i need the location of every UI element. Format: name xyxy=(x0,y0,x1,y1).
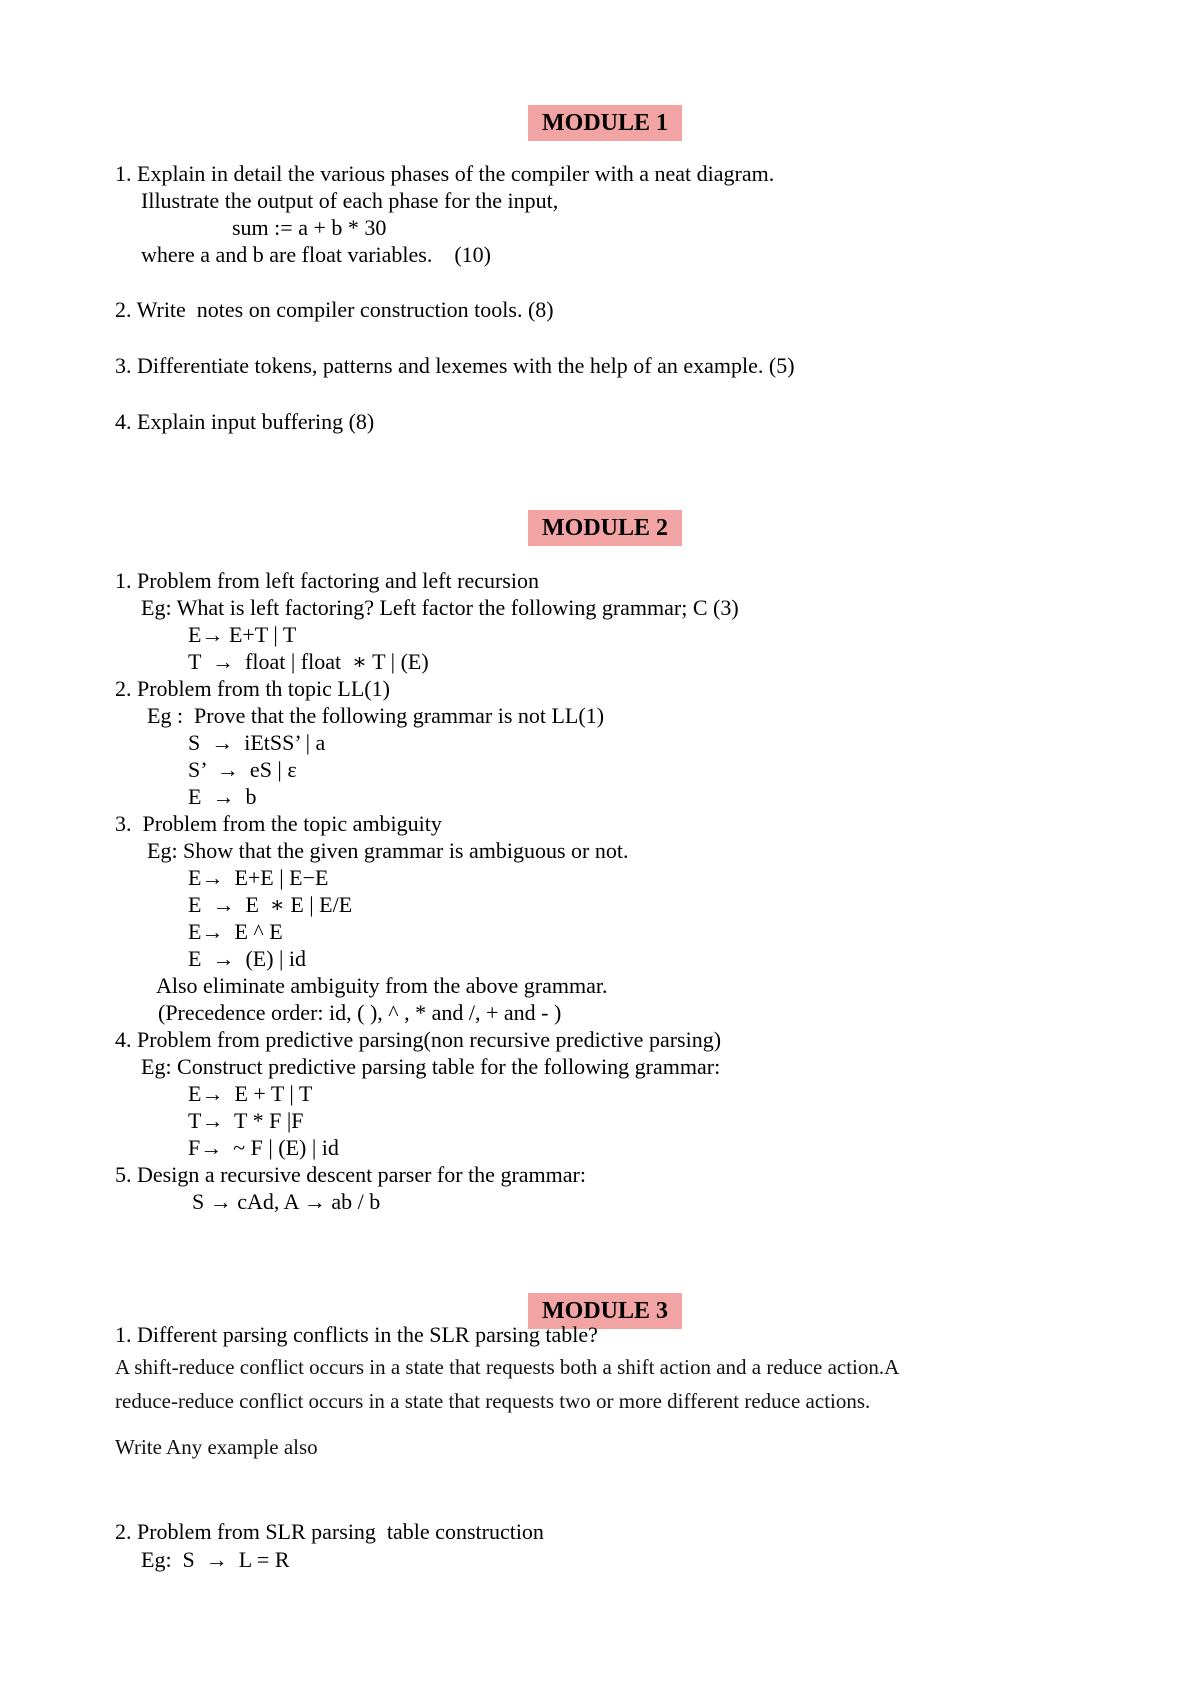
module-2-question-5: 5. Design a recursive descent parser for the grammar: xyxy=(115,1162,586,1187)
module-3-question-2-example: Eg: S → L = R xyxy=(141,1547,290,1572)
module-2-question-4-example: Eg: Construct predictive parsing table for the following grammar: xyxy=(141,1054,721,1079)
module-2-grammar-line: S → cAd, A → ab / b xyxy=(192,1189,381,1214)
module-2-grammar-line: S → iEtSS’ | a xyxy=(188,730,326,755)
module-2-question-1-example: Eg: What is left factoring? Left factor the following grammar; C (3) xyxy=(141,595,739,620)
module-1-question-1: 1. Explain in detail the various phases of the compiler with a neat diagram. xyxy=(115,161,775,186)
module-2-grammar-line: E→ E+T | T xyxy=(188,622,297,647)
module-1-question-1-line-4: where a and b are float variables. (10) xyxy=(141,242,492,267)
module-3-question-2: 2. Problem from SLR parsing table construction xyxy=(115,1519,544,1544)
module-3-answer-line-1: A shift-reduce conflict occurs in a state that requests both a shift action and a reduce action.A xyxy=(115,1355,900,1379)
module-2-question-4: 4. Problem from predictive parsing(non recursive predictive parsing) xyxy=(115,1027,722,1052)
module-2-grammar-line: F→ ~ F | (E) | id xyxy=(188,1135,339,1160)
module-2-question-3-example: Eg: Show that the given grammar is ambiguous or not. xyxy=(147,838,629,863)
module-3-answer-line-2: reduce-reduce conflict occurs in a state that requests two or more different reduce actions. xyxy=(115,1389,871,1413)
module-2-question-1: 1. Problem from left factoring and left recursion xyxy=(115,568,539,593)
module-2-grammar-line: E → b xyxy=(188,784,257,809)
module-1-question-1-expression: sum := a + b * 30 xyxy=(232,215,387,240)
module-2-question-3-precedence: (Precedence order: id, ( ), ^ , * and /, + and - ) xyxy=(158,1000,562,1025)
module-2-grammar-line: S’ → eS | ε xyxy=(188,757,297,782)
module-2-question-2-example: Eg : Prove that the following grammar is not LL(1) xyxy=(147,703,605,728)
module-2-question-2: 2. Problem from th topic LL(1) xyxy=(115,676,390,701)
module-2-question-3: 3. Problem from the topic ambiguity xyxy=(115,811,442,836)
module-2-grammar-line: E→ E ^ E xyxy=(188,919,283,944)
module-2-grammar-line: T → float | float ∗ T | (E) xyxy=(188,649,429,674)
module-2-grammar-line: E→ E+E | E−E xyxy=(188,865,329,890)
module-3-answer-note: Write Any example also xyxy=(115,1435,318,1459)
module-2-grammar-line: E → E ∗ E | E/E xyxy=(188,892,353,917)
module-1-question-4: 4. Explain input buffering (8) xyxy=(115,409,375,434)
module-1-question-3: 3. Differentiate tokens, patterns and lexemes with the help of an example. (5) xyxy=(115,353,795,378)
module-2-grammar-line: E→ E + T | T xyxy=(188,1081,313,1106)
module-1-heading: MODULE 1 xyxy=(528,105,682,141)
module-3-heading: MODULE 3 xyxy=(528,1293,682,1329)
module-1-question-2: 2. Write notes on compiler construction tools. (8) xyxy=(115,297,554,322)
module-2-grammar-line: E → (E) | id xyxy=(188,946,307,971)
module-3-question-1: 1. Different parsing conflicts in the SLR parsing table? xyxy=(115,1322,598,1347)
module-2-question-3-note: Also eliminate ambiguity from the above grammar. xyxy=(156,973,608,998)
module-2-grammar-line: T→ T * F |F xyxy=(188,1108,304,1133)
module-1-question-1-line-2: Illustrate the output of each phase for the input, xyxy=(141,188,559,213)
module-2-heading: MODULE 2 xyxy=(528,510,682,546)
